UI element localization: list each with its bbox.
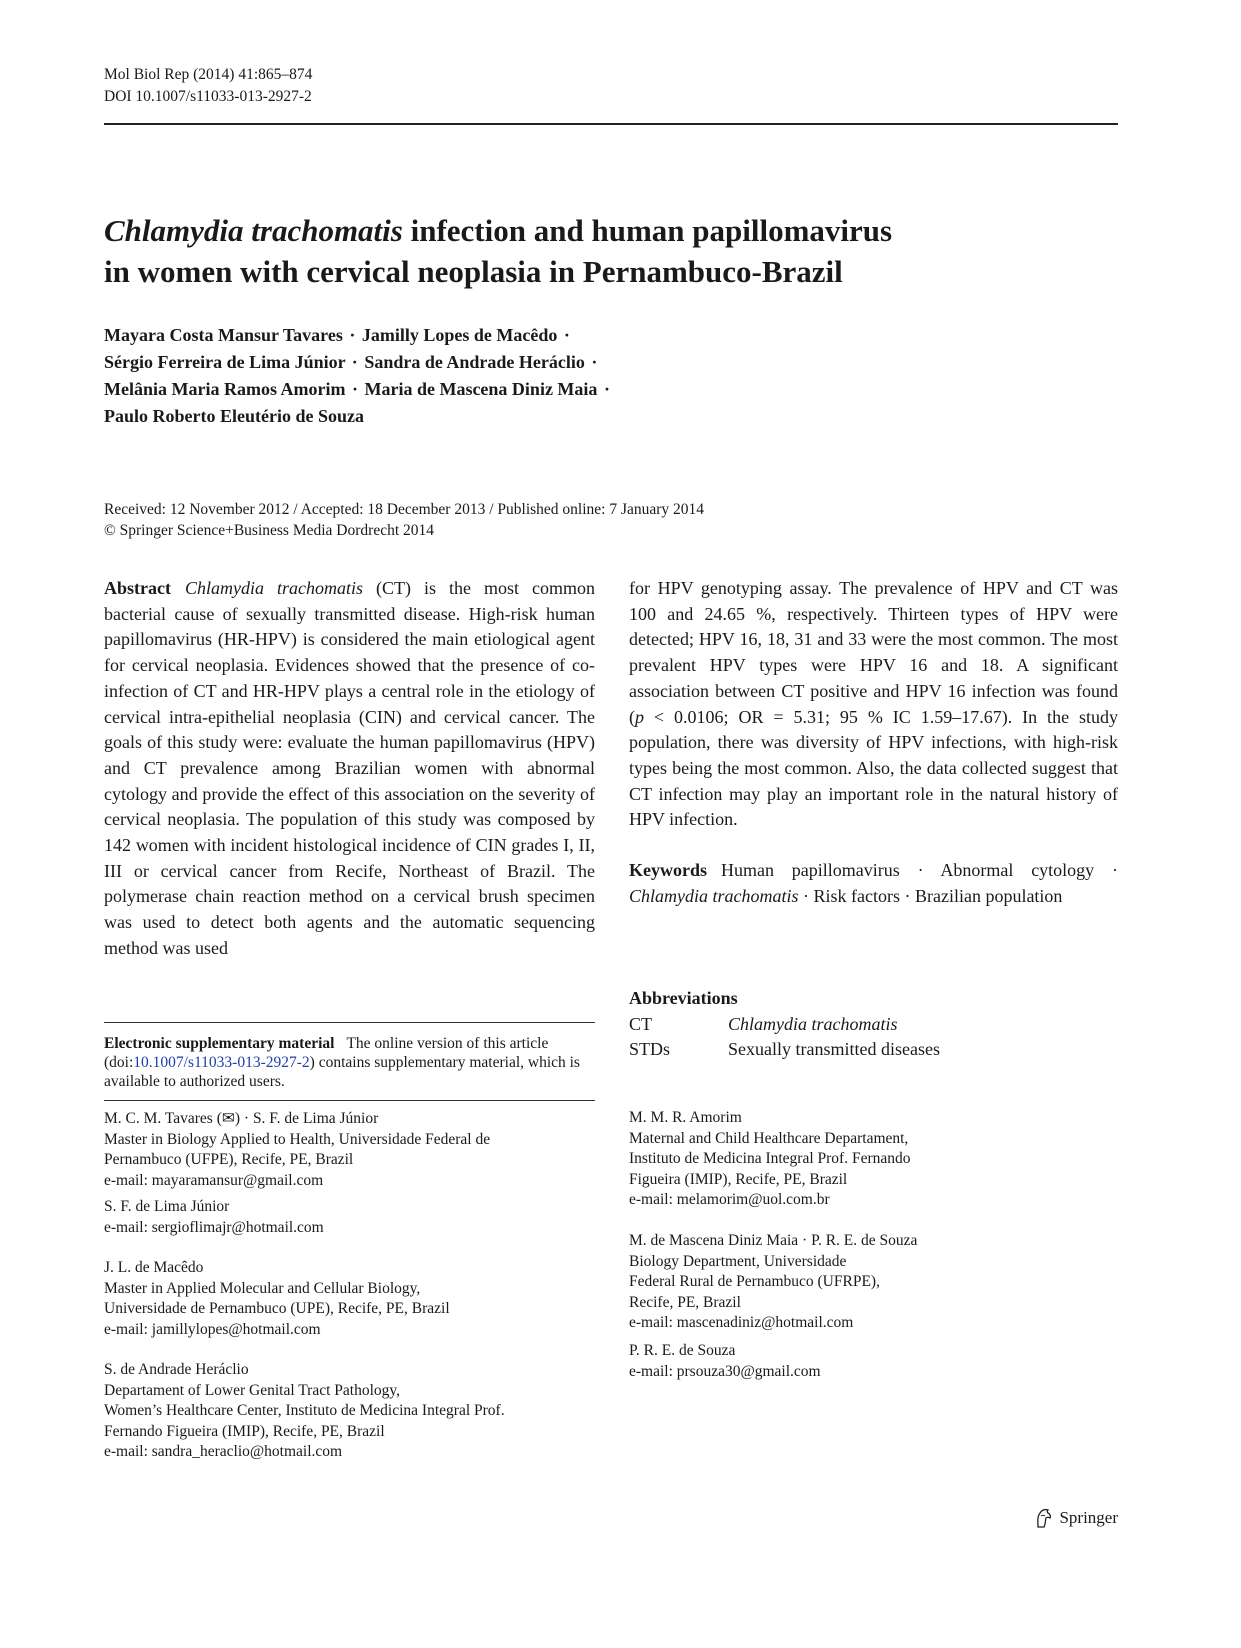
affiliation-line: Instituto de Medicina Integral Prof. Fernando xyxy=(629,1150,911,1167)
affiliation-block xyxy=(629,1341,1129,1382)
affiliation-email: e-mail: melamorim@uol.com.br xyxy=(629,1191,830,1208)
abbreviation-value: Sexually transmitted diseases xyxy=(728,1039,940,1059)
abstract-italic: Chlamydia trachomatis xyxy=(184,578,363,598)
affiliation-block xyxy=(629,1108,1129,1211)
esm-label: Electronic supplementary material xyxy=(104,1035,335,1052)
affiliation-line: Figueira (IMIP), Recife, PE, Brazil xyxy=(629,1170,848,1188)
affiliation-email: e-mail: jamillylopes@hotmail.com xyxy=(104,1320,321,1338)
author: Jamilly Lopes de Macêdo xyxy=(361,325,558,345)
author-separator: · xyxy=(591,352,598,372)
affiliation-line: Universidade de Pernambuco (UPE), Recife, PE, Brazil xyxy=(104,1300,450,1317)
abbreviation-row xyxy=(629,1037,940,1062)
affiliation-line: M. M. R. Amorim xyxy=(629,1109,742,1126)
affiliation-line: Federal Rural de Pernambuco (UFRPE), xyxy=(629,1273,880,1290)
author: Sandra de Andrade Heráclio xyxy=(364,352,585,372)
affiliation-line: Departament of Lower Genital Tract Pathology, xyxy=(104,1381,401,1399)
title-line2: in women with cervical neoplasia in Pernambuco-Brazil xyxy=(104,254,843,289)
affiliation-line: Pernambuco (UFPE), Recife, PE, Brazil xyxy=(104,1151,354,1168)
affiliation-block xyxy=(104,1109,604,1191)
header-rule xyxy=(104,123,1118,125)
abstract-continuation xyxy=(629,576,1118,833)
article-title xyxy=(104,210,1064,292)
abstract-right-column xyxy=(629,576,1118,909)
doi-link[interactable]: 10.1007/s11033-013-2927-2 xyxy=(133,1054,310,1071)
publication-dates xyxy=(104,499,1004,541)
affiliation-line: M. C. M. Tavares (✉) · S. F. de Lima Júnior xyxy=(104,1110,379,1127)
title-italic: Chlamydia trachomatis xyxy=(104,213,403,248)
dates-line: Received: 12 November 2012 / Accepted: 18 December 2013 / Published online: 7 January 2014 xyxy=(104,501,705,518)
abbreviation-key: STDs xyxy=(629,1039,671,1059)
author-list xyxy=(104,322,904,430)
author-separator: · xyxy=(351,379,358,399)
abbreviations-title: Abbreviations xyxy=(629,988,738,1008)
affiliation-line: P. R. E. de Souza xyxy=(629,1342,736,1359)
author: Sérgio Ferreira de Lima Júnior xyxy=(104,352,346,372)
keywords-text-1: Human papillomavirus · Abnormal cytology · xyxy=(721,860,1118,881)
affiliation-line: M. de Mascena Diniz Maia · P. R. E. de Souza xyxy=(629,1232,918,1249)
affiliation-email: e-mail: sandra_heraclio@hotmail.com xyxy=(104,1443,343,1460)
affiliation-line: J. L. de Macêdo xyxy=(104,1259,204,1276)
author: Paulo Roberto Eleutério de Souza xyxy=(104,406,364,426)
author: Mayara Costa Mansur Tavares xyxy=(104,325,343,345)
affiliation-line: Biology Department, Universidade xyxy=(629,1252,847,1270)
affiliation-line: Maternal and Child Healthcare Departament, xyxy=(629,1129,909,1147)
affiliation-line: Master in Applied Molecular and Cellular Biology, xyxy=(104,1279,421,1297)
keywords-italic: Chlamydia trachomatis xyxy=(629,885,799,906)
affiliation-email: e-mail: mascenadiniz@hotmail.com xyxy=(629,1314,854,1331)
supplementary-material-note xyxy=(104,1034,595,1091)
keywords xyxy=(629,858,1118,909)
journal-citation: Mol Biol Rep (2014) 41:865–874 xyxy=(104,66,313,83)
keywords-text-2: · Risk factors · Brazilian population xyxy=(798,885,1063,906)
author-separator: · xyxy=(349,325,356,345)
affiliation-line: S. de Andrade Heráclio xyxy=(104,1361,249,1378)
affiliation-block xyxy=(104,1360,604,1463)
copyright-line: © Springer Science+Business Media Dordrecht 2014 xyxy=(104,522,435,539)
author: Melânia Maria Ramos Amorim xyxy=(104,379,346,399)
title-line1-rest: infection and human papillomavirus xyxy=(402,213,893,248)
abstract-paragraph xyxy=(104,576,595,962)
esm-text-a: The online version of this article (doi: xyxy=(104,1035,549,1071)
affiliation-line: Fernando Figueira (IMIP), Recife, PE, Brazil xyxy=(104,1422,385,1440)
abstract-label: Abstract xyxy=(104,578,171,598)
springer-logo xyxy=(1034,1507,1118,1529)
springer-horse-icon xyxy=(1034,1507,1054,1529)
keywords-label: Keywords xyxy=(629,860,707,881)
abbreviation-value: Chlamydia trachomatis xyxy=(728,1014,898,1034)
affiliation-block xyxy=(104,1197,604,1238)
author-separator: · xyxy=(351,352,358,372)
esm-text-b: ) contains supplementary material, which is available to authorized users. xyxy=(104,1054,580,1090)
abstract-left-column xyxy=(104,576,595,962)
abstract-text-right-a: for HPV genotyping assay. The prevalence of HPV and CT was 100 and 24.65 %, respectively. Thirteen types of HPV were detected; HPV 16, 18, 31 and 33 were the most common. The most prevalent HPV types were HPV 16 and 18. A significant association between CT positive and HPV 16 infection was found ( xyxy=(629,578,1118,727)
author-separator: · xyxy=(563,325,570,345)
p-value-symbol: p xyxy=(635,706,644,727)
affiliation-email: e-mail: mayaramansur@gmail.com xyxy=(104,1171,324,1189)
author: Maria de Mascena Diniz Maia xyxy=(364,379,598,399)
affiliation-line: S. F. de Lima Júnior xyxy=(104,1198,230,1215)
abstract-text-left: (CT) is the most common bacterial cause of sexually transmitted disease. High-risk human papillomavirus (HR-HPV) is considered the main etiological agent for cervical neoplasia. Evidences showed that the presence of co-infection of CT and HR-HPV plays a central role in the etiology of cervical intra-epithelial neoplasia (CIN) and cervical cancer. The goals of this study were: evaluate the human papillomavirus (HPV) and CT prevalence among Brazilian women with abnormal cytology and provide the effect of this association on the severity of cervical neoplasia. The population of this study was composed by 142 women with incident histological incidence of CIN grades I, II, III or cervical cancer from Recife, Northeast of Brazil. The polymerase chain reaction method on a cervical brush specimen was used to detect both agents and the automatic sequencing method was used xyxy=(104,578,596,958)
doi-line: DOI 10.1007/s11033-013-2927-2 xyxy=(104,88,312,105)
abbreviation-row xyxy=(629,1012,898,1037)
footnote-rule-bottom xyxy=(104,1100,595,1101)
affiliation-line: Master in Biology Applied to Health, Universidade Federal de xyxy=(104,1130,491,1148)
publisher-name: Springer xyxy=(1059,1508,1118,1527)
footnote-rule-top xyxy=(104,1022,595,1023)
affiliation-email: e-mail: prsouza30@gmail.com xyxy=(629,1362,821,1380)
affiliation-email: e-mail: sergioflimajr@hotmail.com xyxy=(104,1218,324,1236)
author-separator: · xyxy=(603,379,610,399)
affiliation-block xyxy=(104,1258,604,1340)
abstract-text-right-b: < 0.0106; OR = 5.31; 95 % IC 1.59–17.67). In the study population, there was diversity of HPV infections, with high-risk types being the most common. Also, the data collected suggest that CT infection may play an important role in the natural history of HPV infection. xyxy=(629,706,1118,830)
affiliation-line: Women’s Healthcare Center, Instituto de Medicina Integral Prof. xyxy=(104,1402,505,1419)
affiliation-line: Recife, PE, Brazil xyxy=(629,1293,741,1311)
affiliation-block xyxy=(629,1231,1129,1334)
abbreviation-key: CT xyxy=(629,1014,653,1034)
